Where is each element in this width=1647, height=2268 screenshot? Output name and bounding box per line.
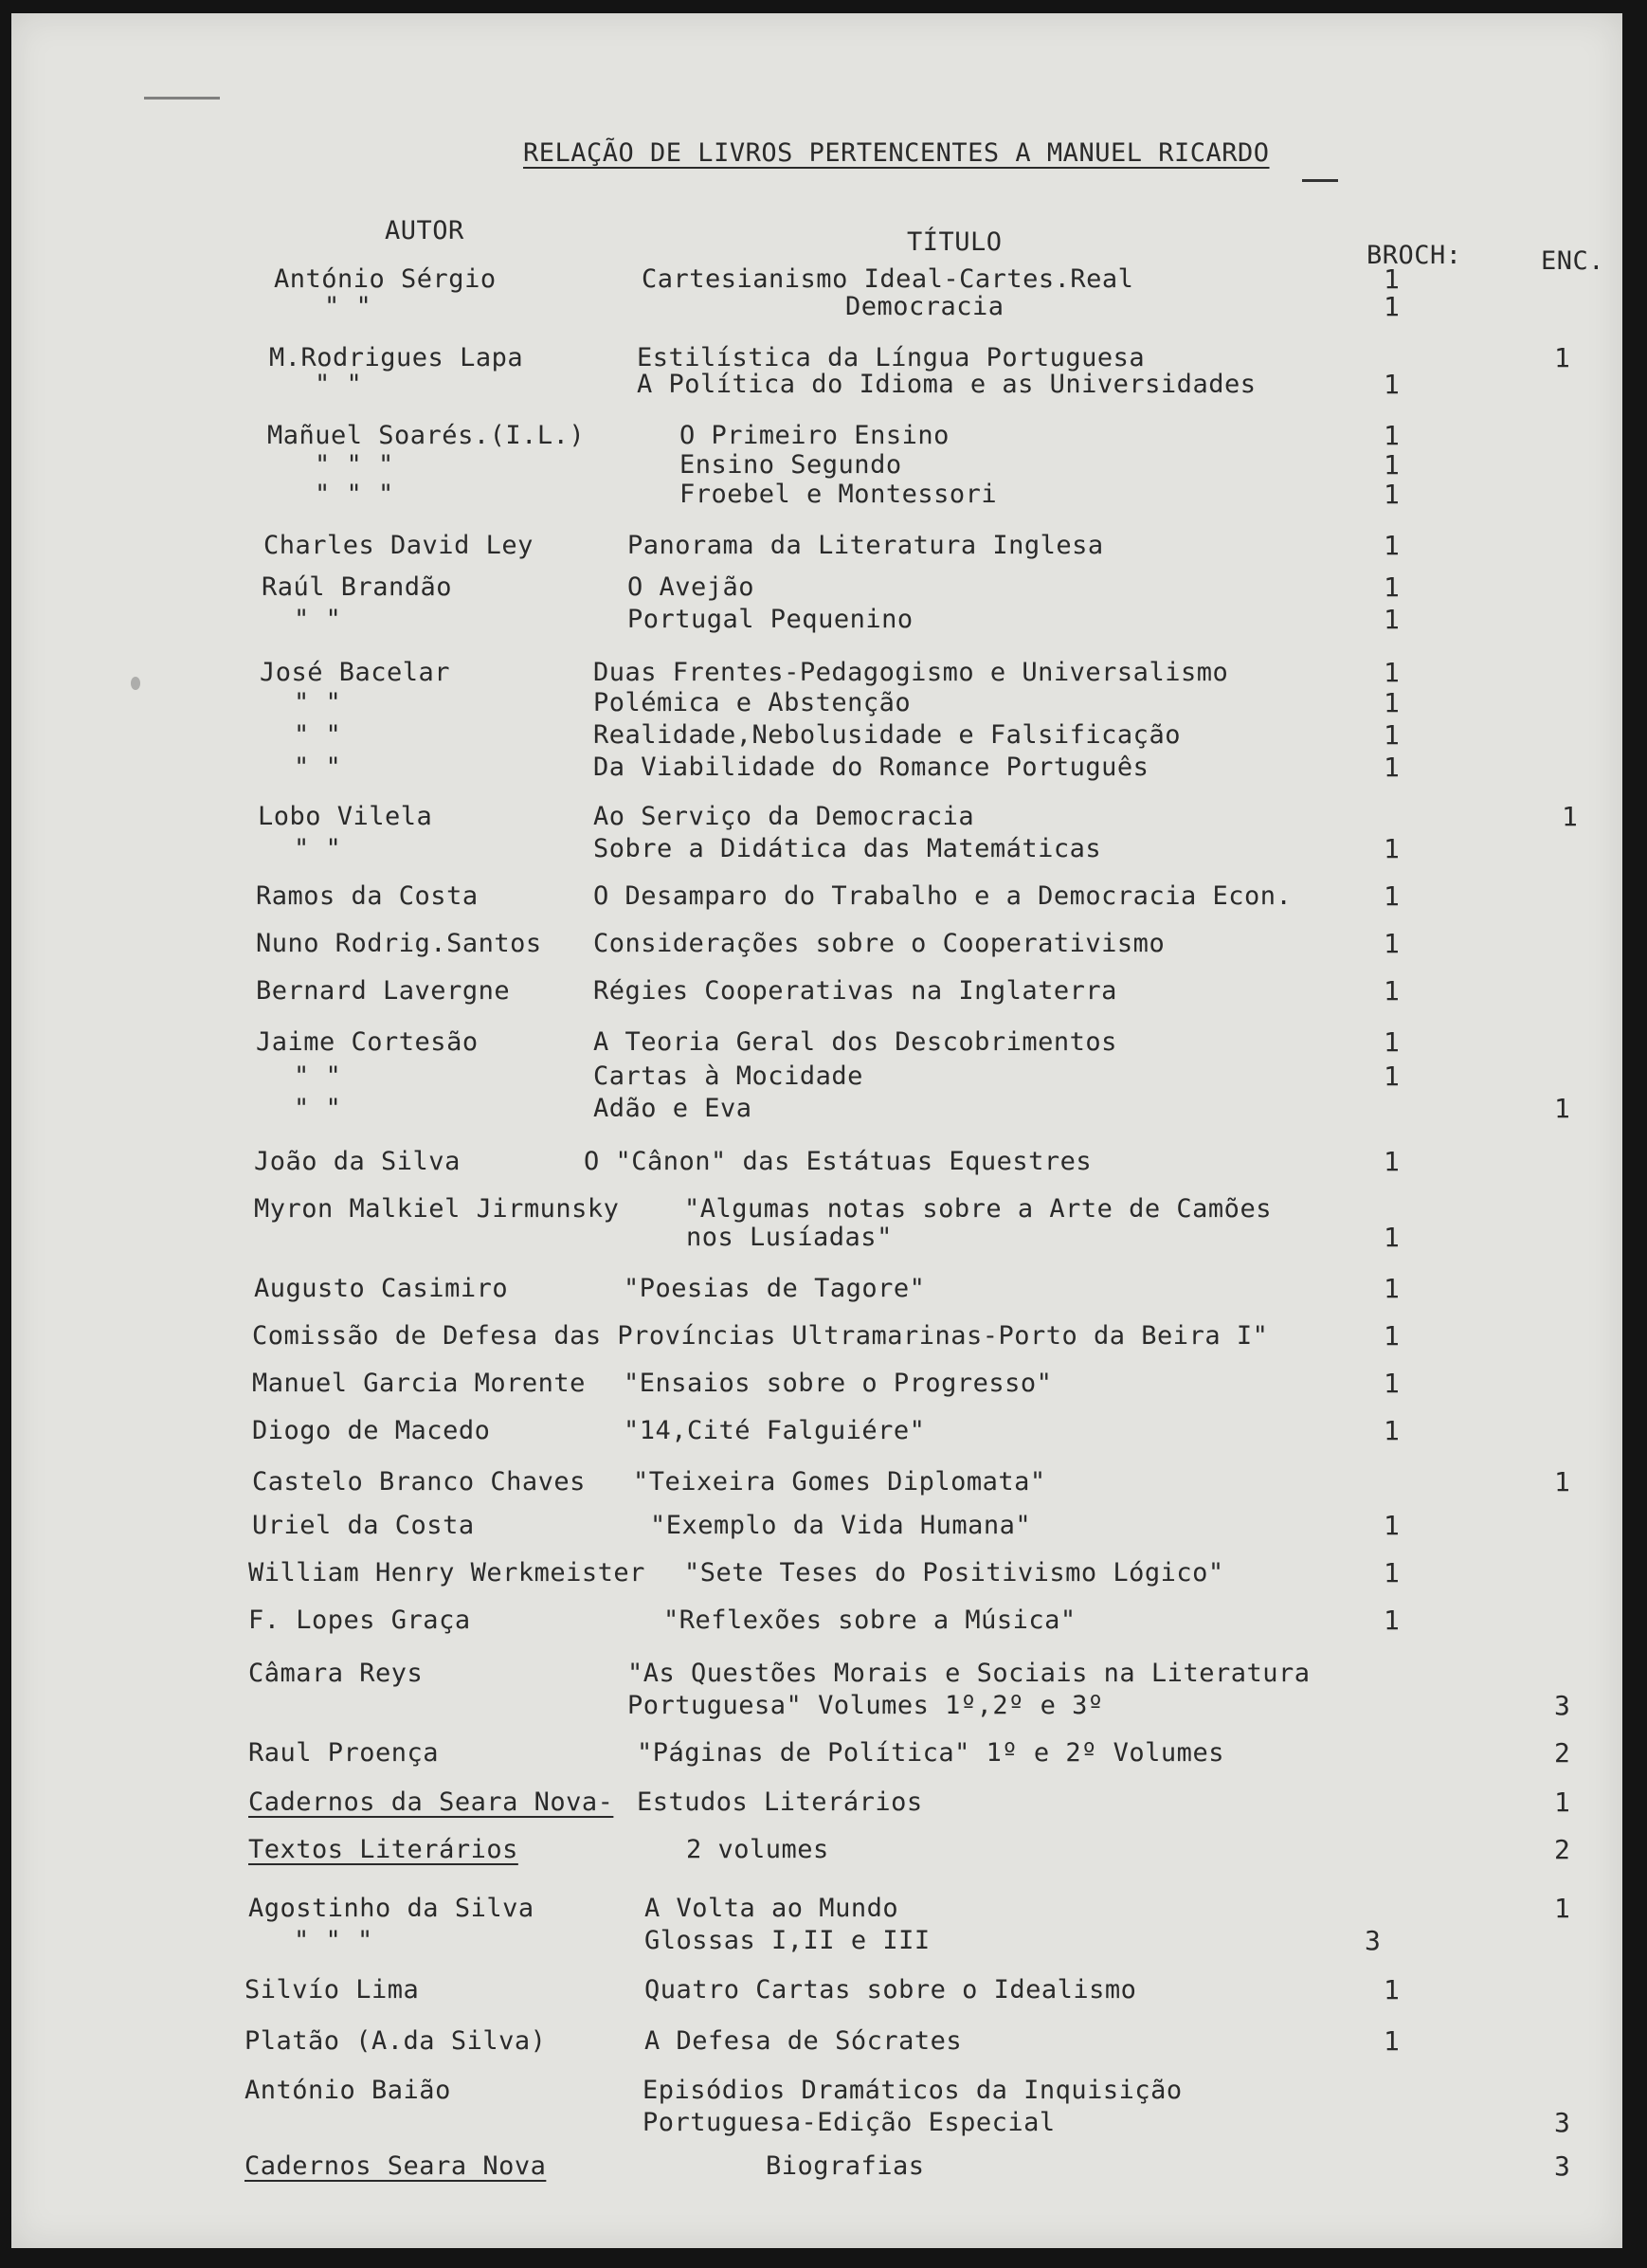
header-autor: AUTOR (385, 216, 464, 245)
row-broch: 3 (1365, 1925, 1382, 1956)
row-broch: 1 (1384, 1146, 1401, 1177)
row-autor: Manuel Garcia Morente (252, 1369, 586, 1398)
row-autor: " " " (315, 450, 394, 480)
row-autor: Nuno Rodrig.Santos (256, 929, 542, 958)
row-autor: " " (294, 605, 342, 634)
row-titulo: Estilística da Língua Portuguesa (637, 343, 1146, 372)
row-enc: 3 (1554, 2150, 1571, 2182)
row-broch: 1 (1384, 928, 1401, 959)
row-titulo: O Primeiro Ensino (679, 421, 950, 450)
row-titulo: O Desamparo do Trabalho e a Democracia Econ. (593, 881, 1293, 911)
row-titulo: Ensino Segundo (679, 450, 902, 480)
row-broch: 1 (1384, 1026, 1401, 1058)
row-autor: Raúl Brandão (262, 572, 453, 602)
row-enc: 3 (1554, 1690, 1571, 1721)
row-titulo: Cartesianismo Ideal-Cartes.Real (642, 264, 1134, 294)
row-broch: 1 (1384, 1510, 1401, 1541)
row-titulo: "Poesias de Tagore" (624, 1274, 926, 1303)
row-titulo: "Algumas notas sobre a Arte de Camões (684, 1194, 1272, 1224)
row-titulo: "Exemplo da Vida Humana" (650, 1511, 1032, 1540)
row-enc: 1 (1554, 1093, 1571, 1124)
row-autor: Mañuel Soarés.(I.L.) (267, 421, 586, 450)
row-enc: 2 (1554, 1834, 1571, 1865)
row-autor: " " (294, 1094, 342, 1123)
row-titulo: Biografias (766, 2151, 925, 2181)
row-titulo: A Volta ao Mundo (644, 1894, 899, 1923)
row-broch: 1 (1384, 1605, 1401, 1636)
row-autor: " " (294, 834, 342, 863)
row-autor: João da Silva (254, 1147, 461, 1176)
row-titulo: Régies Cooperativas na Inglaterra (593, 976, 1117, 1006)
row-broch: 1 (1384, 604, 1401, 635)
row-autor: M.Rodrigues Lapa (269, 343, 524, 372)
row-broch: 1 (1384, 1320, 1401, 1352)
row-broch: 1 (1384, 420, 1401, 451)
row-autor: " " (294, 720, 342, 750)
row-autor: William Henry Werkmeister (248, 1558, 645, 1588)
row-autor: Câmara Reys (248, 1659, 424, 1688)
row-titulo: Portuguesa" Volumes 1º,2º e 3º (627, 1691, 1104, 1720)
header-titulo: TÍTULO (907, 227, 1003, 257)
row-autor: Agostinho da Silva (248, 1894, 534, 1923)
row-titulo: Sobre a Didática das Matemáticas (593, 834, 1102, 863)
row-titulo: Froebel e Montessori (679, 480, 998, 509)
row-titulo: "Ensaios sobre o Progresso" (624, 1369, 1053, 1398)
row-autor: António Sérgio (274, 264, 497, 294)
row-autor: Cadernos da Seara Nova- (248, 1787, 614, 1817)
row-titulo: Glossas I,II e III (644, 1926, 931, 1955)
row-broch: 1 (1384, 479, 1401, 510)
row-broch: 1 (1384, 1974, 1401, 2005)
row-autor: António Baião (244, 2076, 451, 2105)
row-titulo: Quatro Cartas sobre o Idealismo (644, 1975, 1137, 2005)
row-autor: Silvío Lima (244, 1975, 420, 2005)
row-enc: 1 (1562, 801, 1579, 832)
row-broch: 1 (1384, 263, 1401, 295)
row-titulo: "As Questões Morais e Sociais na Literatura (627, 1659, 1311, 1688)
row-titulo: "Teixeira Gomes Diplomata" (633, 1467, 1046, 1497)
document-page (11, 13, 1622, 2248)
row-autor: " " (294, 753, 342, 782)
row-autor: Comissão de Defesa das Províncias Ultramarinas-Porto da Beira I" (252, 1321, 1269, 1351)
row-titulo: Polémica e Abstenção (593, 688, 912, 717)
row-autor: Uriel da Costa (252, 1511, 475, 1540)
row-titulo: "Sete Teses do Positivismo Lógico" (684, 1558, 1224, 1588)
paper-spot (131, 677, 140, 690)
row-titulo: Democracia (845, 292, 1004, 321)
row-titulo: O Avejão (627, 572, 755, 602)
row-autor: " " (294, 1061, 342, 1091)
row-broch: 1 (1384, 2025, 1401, 2057)
row-broch: 1 (1384, 1557, 1401, 1588)
row-enc: 1 (1554, 1893, 1571, 1924)
row-titulo: Adão e Eva (593, 1094, 752, 1123)
row-broch: 1 (1384, 657, 1401, 688)
row-titulo: nos Lusíadas" (686, 1223, 893, 1252)
row-titulo: Episódios Dramáticos da Inquisição (643, 2076, 1183, 2105)
row-titulo: Duas Frentes-Pedagogismo e Universalismo (593, 658, 1229, 687)
row-autor: Lobo Vilela (258, 802, 433, 831)
row-enc: 2 (1554, 1737, 1571, 1769)
row-broch: 1 (1384, 1273, 1401, 1304)
row-autor: " " (315, 370, 363, 399)
row-broch: 1 (1384, 291, 1401, 322)
row-titulo: A Teoria Geral dos Descobrimentos (593, 1027, 1117, 1057)
row-broch: 1 (1384, 1415, 1401, 1446)
row-autor: Castelo Branco Chaves (252, 1467, 586, 1497)
row-broch: 1 (1384, 449, 1401, 481)
row-broch: 1 (1384, 833, 1401, 864)
row-titulo: Realidade,Nebolusidade e Falsificação (593, 720, 1181, 750)
row-titulo: "14,Cité Falguiére" (624, 1416, 926, 1445)
row-titulo: O "Cânon" das Estátuas Equestres (584, 1147, 1093, 1176)
row-enc: 1 (1554, 342, 1571, 373)
row-titulo: 2 volumes (686, 1835, 829, 1864)
row-broch: 1 (1384, 880, 1401, 912)
row-autor: Diogo de Macedo (252, 1416, 491, 1445)
row-titulo: A Defesa de Sócrates (644, 2026, 963, 2056)
row-autor: Textos Literários (248, 1835, 518, 1864)
row-broch: 1 (1384, 530, 1401, 561)
row-broch: 1 (1384, 719, 1401, 751)
row-autor: José Bacelar (260, 658, 451, 687)
page-title: RELAÇÃO DE LIVROS PERTENCENTES A MANUEL RICARDO (523, 138, 1270, 168)
row-titulo: "Reflexões sobre a Música" (663, 1606, 1077, 1635)
row-broch: 1 (1384, 369, 1401, 400)
row-autor: Myron Malkiel Jirmunsky (254, 1194, 620, 1224)
row-autor: " " " (315, 480, 394, 509)
row-autor: Raul Proença (248, 1738, 440, 1768)
row-titulo: Portugal Pequenino (627, 605, 914, 634)
row-autor: Platão (A.da Silva) (244, 2026, 547, 2056)
row-titulo: Cartas à Mocidade (593, 1061, 863, 1091)
row-broch: 1 (1384, 1222, 1401, 1253)
row-broch: 1 (1384, 1061, 1401, 1092)
row-enc: 3 (1554, 2107, 1571, 2138)
pen-mark (144, 97, 220, 100)
row-titulo: "Páginas de Política" 1º e 2º Volumes (637, 1738, 1224, 1768)
row-titulo: A Política do Idioma e as Universidades (637, 370, 1257, 399)
row-autor: F. Lopes Graça (248, 1606, 471, 1635)
row-broch: 1 (1384, 975, 1401, 1007)
header-broch: BROCH: (1366, 241, 1462, 270)
row-autor: Augusto Casimiro (254, 1274, 509, 1303)
row-titulo: Portuguesa-Edição Especial (643, 2108, 1056, 2137)
row-broch: 1 (1384, 572, 1401, 603)
row-titulo: Ao Serviço da Democracia (593, 802, 975, 831)
row-titulo: Da Viabilidade do Romance Português (593, 753, 1149, 782)
row-titulo: Panorama da Literatura Inglesa (627, 531, 1104, 560)
row-autor: " " " (294, 1926, 373, 1955)
row-autor: Cadernos Seara Nova (244, 2151, 547, 2181)
row-autor: Jaime Cortesão (256, 1027, 479, 1057)
title-suffix-line (1302, 179, 1338, 182)
row-broch: 1 (1384, 687, 1401, 718)
row-enc: 1 (1554, 1466, 1571, 1497)
row-autor: Ramos da Costa (256, 881, 479, 911)
row-broch: 1 (1384, 1368, 1401, 1399)
row-autor: Bernard Lavergne (256, 976, 511, 1006)
row-autor: Charles David Ley (263, 531, 534, 560)
row-titulo: Considerações sobre o Cooperativismo (593, 929, 1166, 958)
row-autor: " " (324, 292, 372, 321)
row-broch: 1 (1384, 752, 1401, 783)
header-enc: ENC. (1541, 246, 1605, 276)
row-titulo: Estudos Literários (637, 1787, 923, 1817)
row-autor: " " (294, 688, 342, 717)
row-enc: 1 (1554, 1787, 1571, 1818)
